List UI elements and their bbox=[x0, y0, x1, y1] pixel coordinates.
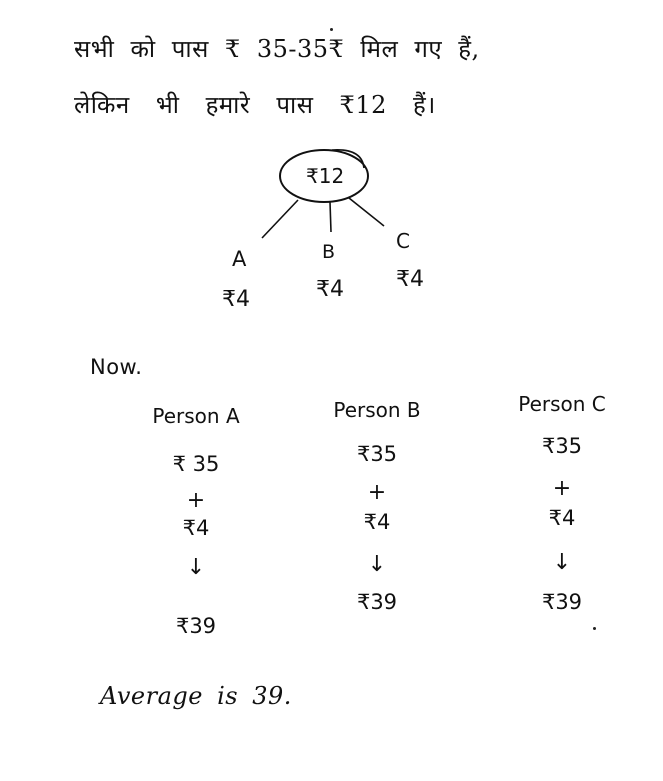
branch-c-name: C bbox=[396, 229, 410, 253]
branch-b-amount: ₹4 bbox=[316, 277, 344, 302]
person-a-column bbox=[126, 398, 266, 648]
stray-dot-right bbox=[593, 627, 596, 630]
branch-a-amount: ₹4 bbox=[222, 287, 250, 312]
intro-line-1: सभी को पास ₹ 35-35₹ मिल गए हैं, bbox=[74, 35, 480, 63]
person-c-start: ₹35 bbox=[541, 434, 583, 458]
person-b-start: ₹35 bbox=[356, 442, 398, 466]
branch-b-name: B bbox=[322, 241, 336, 263]
person-b-plus: + bbox=[367, 480, 387, 505]
branch-line-a bbox=[262, 200, 298, 238]
branch-line-b bbox=[330, 202, 331, 232]
stray-dot-top bbox=[330, 28, 333, 31]
person-c-label: Person C bbox=[518, 392, 606, 416]
person-b-label: Person B bbox=[333, 398, 421, 422]
person-a-start: ₹ 35 bbox=[172, 452, 220, 476]
intro-line-2: लेकिन भी हमारे पास ₹12 हैं। bbox=[74, 91, 436, 119]
person-c-plus: + bbox=[552, 476, 572, 501]
person-a-label: Person A bbox=[152, 404, 240, 428]
person-b-result: ₹39 bbox=[356, 590, 398, 614]
branch-a-name: A bbox=[232, 247, 247, 271]
total-amount: ₹12 bbox=[306, 164, 345, 188]
person-a-result: ₹39 bbox=[175, 614, 217, 638]
now-label: Now. bbox=[90, 355, 143, 379]
average-conclusion: Average is 39. bbox=[100, 682, 292, 710]
branch-line-c bbox=[349, 198, 384, 226]
person-b-column bbox=[307, 392, 447, 622]
branch-c-amount: ₹4 bbox=[396, 267, 424, 292]
person-a-add: ₹4 bbox=[182, 516, 210, 540]
person-c-result: ₹39 bbox=[541, 590, 583, 614]
person-a-arrow: ↓ bbox=[186, 555, 206, 580]
person-b-add: ₹4 bbox=[363, 510, 391, 534]
person-c-add: ₹4 bbox=[548, 506, 576, 530]
person-b-arrow: ↓ bbox=[367, 552, 387, 577]
person-c-arrow: ↓ bbox=[552, 550, 572, 575]
person-a-plus: + bbox=[186, 488, 206, 513]
person-c-column bbox=[492, 386, 632, 616]
